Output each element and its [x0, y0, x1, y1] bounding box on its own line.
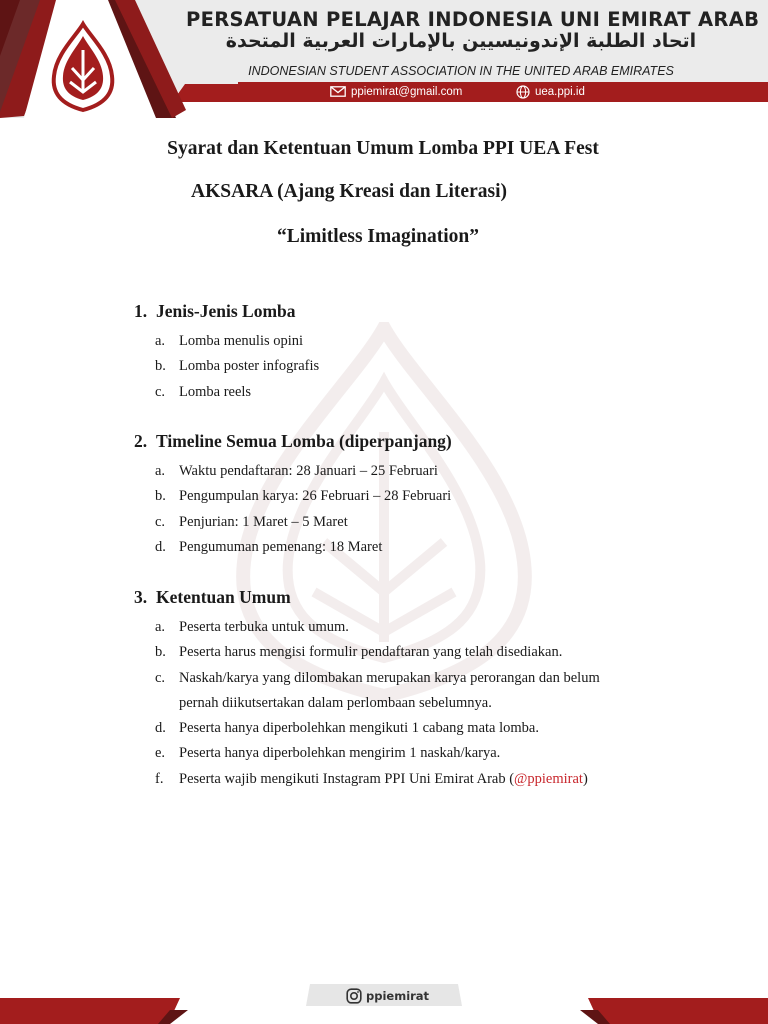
instagram-mention-link[interactable]: @ppiemirat — [514, 770, 583, 787]
list-item: a. Peserta terbuka untuk umum. — [155, 619, 349, 635]
list-item: b. Lomba poster infografis — [155, 358, 320, 375]
list-item: d. Peserta hanya diperbolehkan mengikuti 1 cabang mata lomba. — [155, 720, 539, 737]
list-item: c. Naskah/karya yang dilombakan merupakan karya perorangan dan belum pernah diikutsertakan dalam perlombaan sebelumnya. — [155, 669, 600, 711]
competition-name: AKSARA (Ajang Kreasi dan Literasi) — [191, 181, 507, 202]
envelope-icon — [330, 86, 346, 97]
instagram-handle-text[interactable]: ppiemirat — [366, 989, 430, 1003]
contact-bar — [238, 82, 768, 101]
list-item: c. Penjurian: 1 Maret – 5 Maret — [155, 513, 348, 530]
org-name-arabic: اتحاد الطلبة الإندونيسيين بالإمارات العربية المتحدة — [225, 30, 697, 52]
list-item: d. Pengumuman pemenang: 18 Maret — [155, 538, 383, 555]
org-name-english: INDONESIAN STUDENT ASSOCIATION IN THE UNITED ARAB EMIRATES — [248, 64, 674, 78]
email-contact[interactable] — [330, 82, 462, 101]
list-item: c. Lomba reels — [155, 383, 252, 400]
instagram-icon — [346, 988, 362, 1004]
letterhead — [0, 0, 768, 118]
footer — [0, 984, 768, 1024]
website-contact[interactable] — [516, 82, 585, 101]
section-timeline — [134, 431, 694, 560]
list-item: a. Lomba menulis opini — [155, 333, 304, 349]
ppi-logo-icon — [48, 20, 118, 114]
email-text[interactable]: ppiemirat@gmail.com — [351, 85, 463, 98]
section-general-rules — [134, 587, 694, 792]
section-heading: 1. Jenis-Jenis Lomba — [134, 301, 296, 321]
org-name: PERSATUAN PELAJAR INDONESIA UNI EMIRAT ARAB — [186, 8, 760, 31]
section-heading: 2. Timeline Semua Lomba (diperpanjang) — [134, 431, 452, 451]
list-item: b. Pengumpulan karya: 26 Februari – 28 Februari — [155, 488, 452, 505]
section-heading: 3. Ketentuan Umum — [134, 587, 291, 607]
instagram-handle[interactable] — [346, 988, 429, 1004]
list-item: f. Peserta wajib mengikuti Instagram PPI Uni Emirat Arab (@ppiemirat) — [155, 770, 588, 787]
list-item: e. Peserta hanya diperbolehkan mengirim 1 naskah/karya. — [155, 745, 501, 762]
list-item: b. Peserta harus mengisi formulir pendaftaran yang telah disediakan. — [155, 644, 563, 661]
document-title: Syarat dan Ketentuan Umum Lomba PPI UEA Fest — [167, 138, 599, 159]
globe-icon — [516, 85, 530, 99]
section-competition-types — [134, 301, 694, 405]
competition-theme: “Limitless Imagination” — [276, 226, 480, 247]
list-item: a. Waktu pendaftaran: 28 Januari – 25 Februari — [155, 463, 438, 479]
website-text[interactable]: uea.ppi.id — [535, 85, 585, 98]
